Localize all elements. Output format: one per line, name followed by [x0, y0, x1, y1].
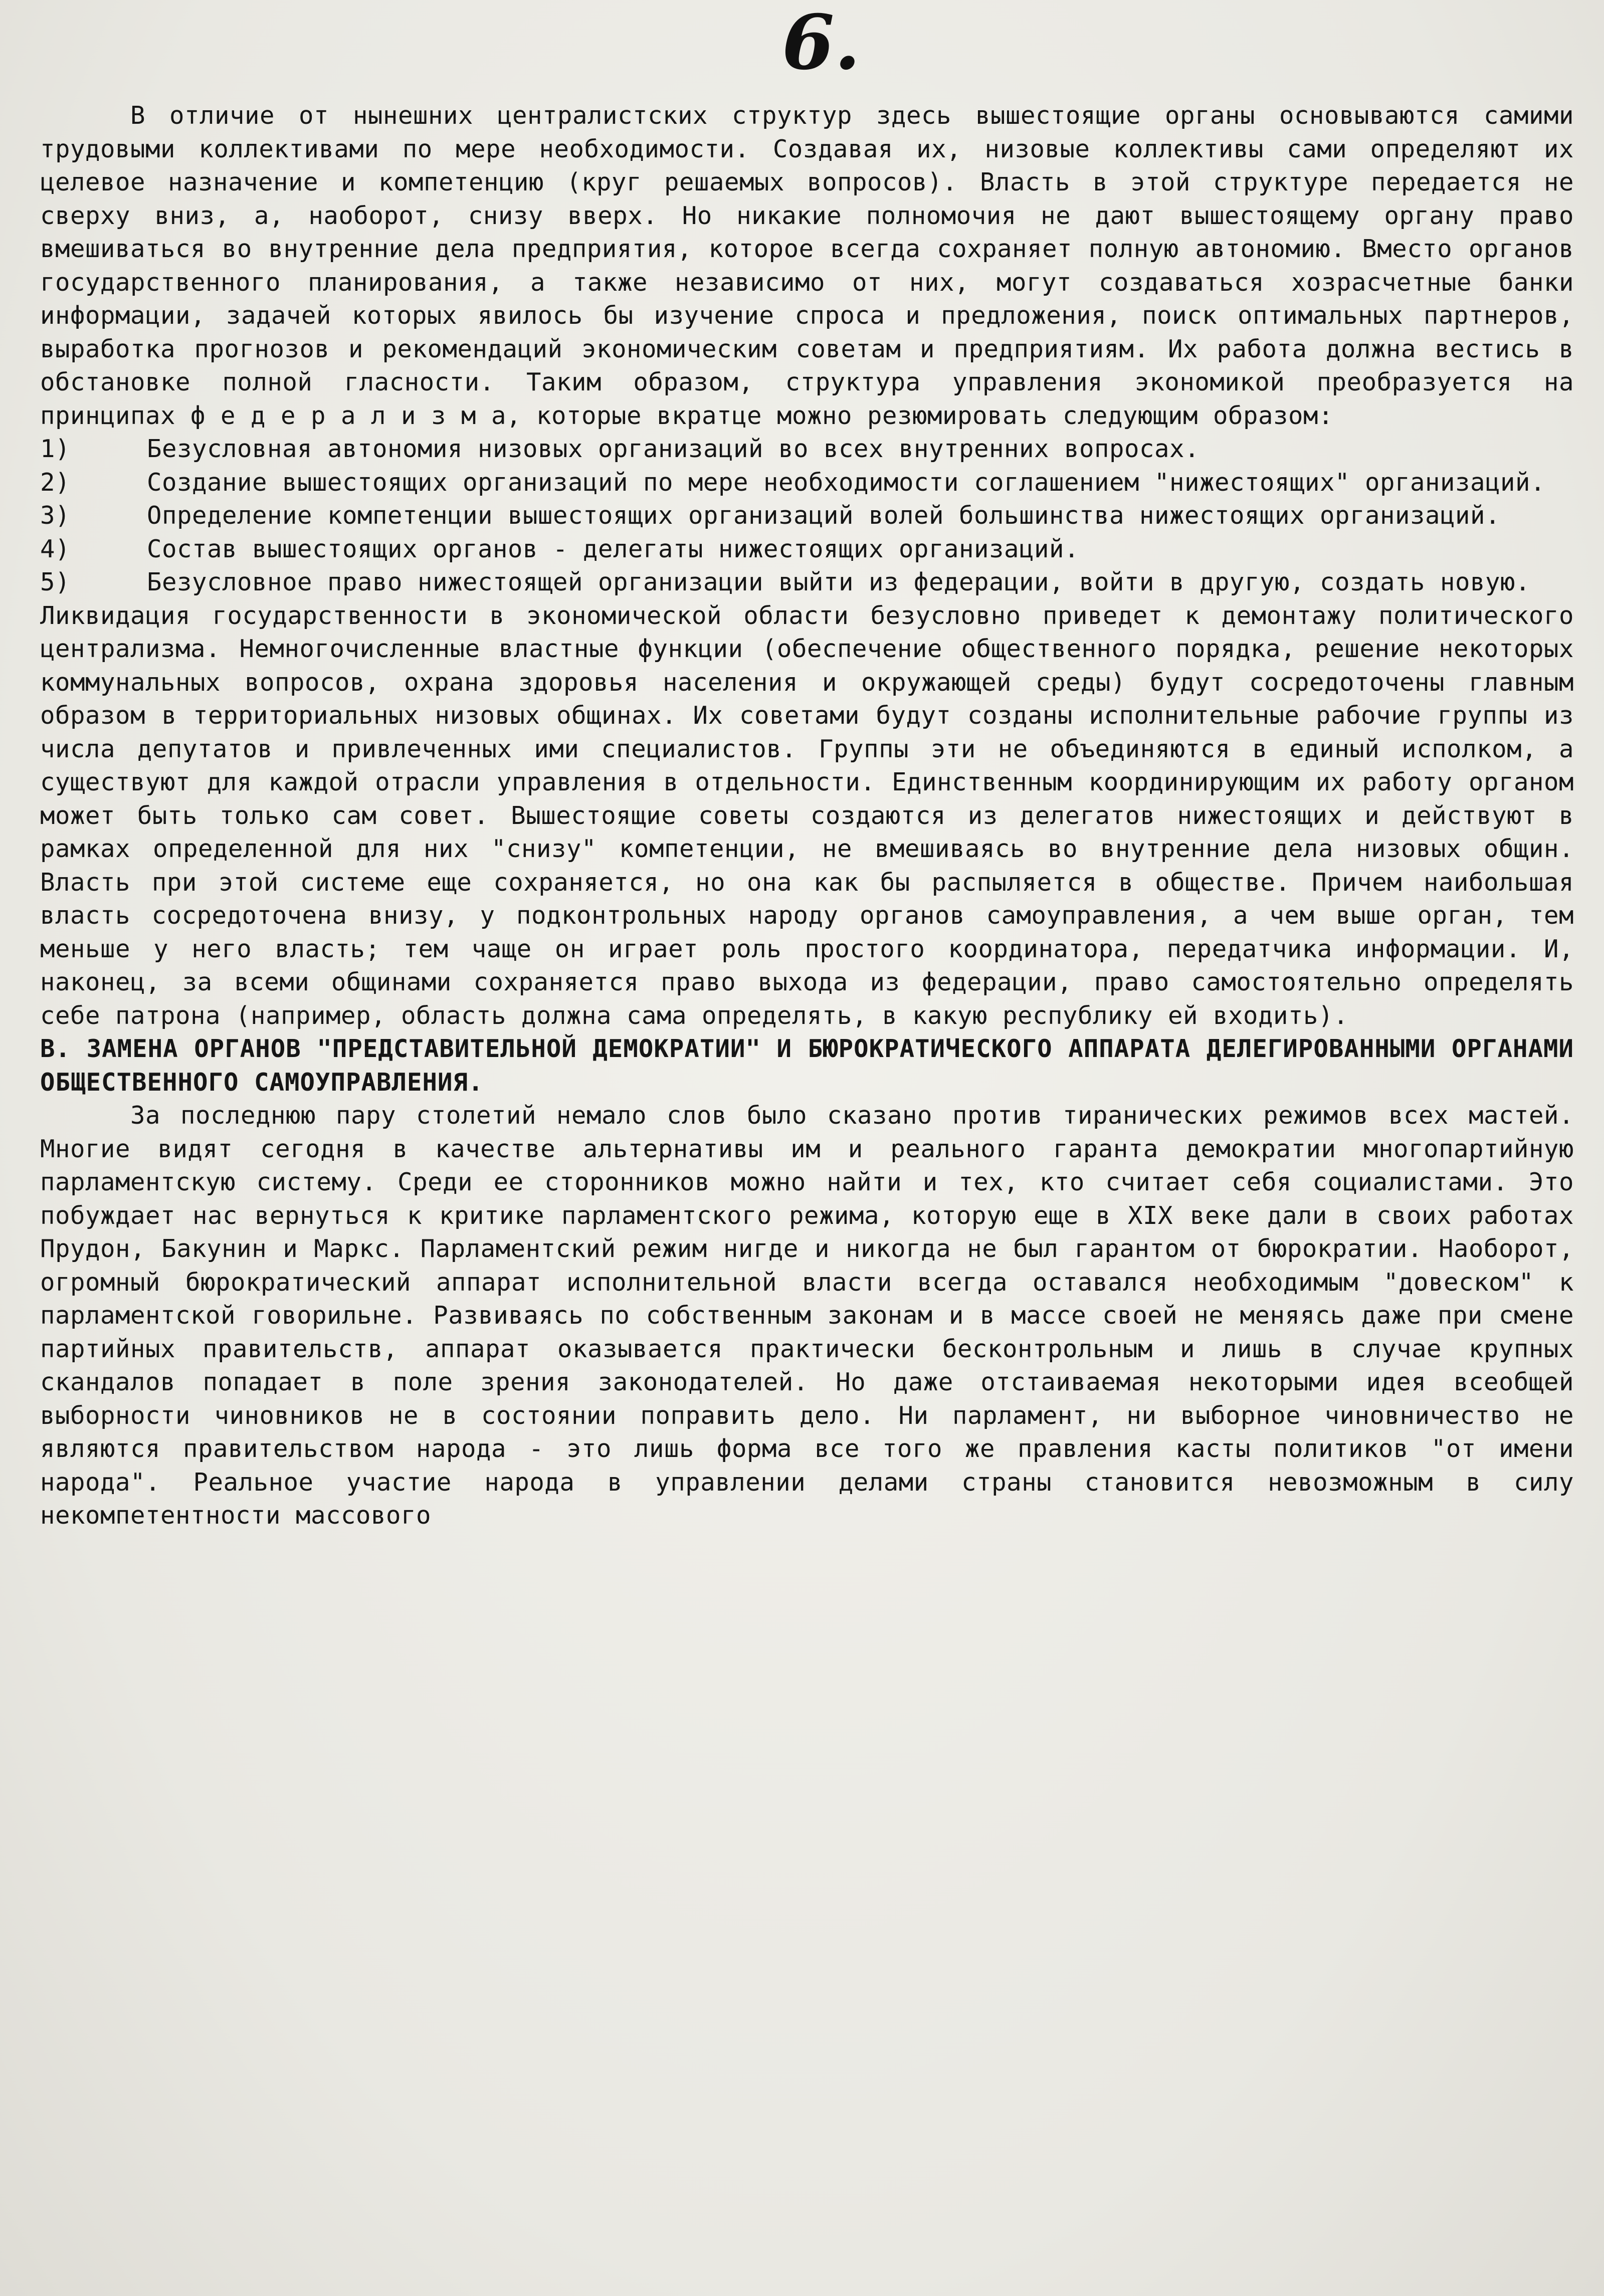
list-item-text: Безусловная автономия низовых организаций во всех внутренних вопросах. — [147, 435, 1200, 463]
list-item — [40, 499, 1574, 533]
list-item-number: 3) — [40, 501, 71, 530]
list-item — [40, 566, 1574, 599]
list-item-number: 5) — [40, 568, 71, 596]
paragraph-federalism: В отличие от нынешних централистских структур здесь вышестоящие органы основываются самими трудовыми коллективами по мере необходимости. Создавая их, низовые коллективы сами определяют их целевое назначение и компетенцию (круг решаемых вопросов). Власть в этой структуре передается не сверху вниз, а, наоборот, снизу вверх. Но никакие полномочия не дают вышестоящему органу право вмешиваться во внутренние дела предприятия, которое всегда сохраняет полную автономию. Вместо органов государственного планирования, а также независимо от них, могут создаваться хозрасчетные банки информации, задачей которых явилось бы изучение спроса и предложения, поиск оптимальных партнеров, выработка прогнозов и рекомендаций экономическим советам и предприятиям. Их работа должна вестись в обстановке полной гласности. Таким образом, структура управления экономикой преобразуется на принципах ф е д е р а л и з м а, которые вкратце можно резюмировать следующим образом: — [40, 101, 1574, 430]
list-item-number: 1) — [40, 435, 71, 463]
list-item-text: Состав вышестоящих органов - делегаты нижестоящих организаций. — [147, 534, 1080, 563]
list-item-text: Безусловное право нижестоящей организации выйти из федерации, войти в другую, создать новую. — [147, 568, 1531, 596]
list-item-number: 2) — [40, 468, 71, 497]
page-number: 6. — [782, 0, 861, 87]
federalism-principles-list — [40, 433, 1574, 599]
list-item-text: Создание вышестоящих организаций по мере необходимости соглашением "нижестоящих" организаций. — [147, 468, 1546, 497]
list-item — [40, 533, 1574, 566]
paragraph-parliament-critique: За последнюю пару столетий немало слов было сказано против тиранических режимов всех мастей. Многие видят сегодня в качестве альтернативы им и реального гаранта демократии многопартийную парламентскую систему. Среди ее сторонников можно найти и тех, кто считает себя социалистами. Это побуждает нас вернуться к критике парламентского режима, которую еще в XIX веке дали в своих работах Прудон, Бакунин и Маркс. Парламентский режим нигде и никогда не был гарантом от бюрократии. Наоборот, огромный бюрократический аппарат исполнительной власти всегда оставался необходимым "довеском" к парламентской говорильне. Развиваясь по собственным законам и в массе своей не меняясь даже при смене партийных правительств, аппарат оказывается практически бесконтрольным и лишь в случае крупных скандалов попадает в поле зрения законодателей. Но даже отстаиваемая некоторыми идея всеобщей выборности чиновников не в состоянии поправить дело. Ни парламент, ни выборное чиновничество не являются правительством народа - это лишь форма все того же правления касты политиков "от имени народа". Реальное участие народа в управлении делами страны становится невозможным в силу некомпетентности массового — [40, 1101, 1574, 1530]
section-heading-v: В. ЗАМЕНА ОРГАНОВ "ПРЕДСТАВИТЕЛЬНОЙ ДЕМОКРАТИИ" И БЮРОКРАТИЧЕСКОГО АППАРАТА ДЕЛЕГИРОВАННЫМИ ОРГАНАМИ ОБЩЕСТВЕННОГО САМОУПРАВЛЕНИЯ. — [40, 1034, 1574, 1097]
list-item — [40, 433, 1574, 466]
list-item-text: Определение компетенции вышестоящих организаций волей большинства нижестоящих организаций. — [147, 501, 1501, 530]
list-item-number: 4) — [40, 534, 71, 563]
list-item — [40, 466, 1574, 500]
document-body — [40, 99, 1574, 1533]
paragraph-decentralization: Ликвидация государственности в экономической области безусловно приведет к демонтажу политического централизма. Немногочисленные властные функции (обеспечение общественного порядка, решение некоторых коммунальных вопросов, охрана здоровья населения и окружающей среды) будут сосредоточены главным образом в территориальных низовых общинах. Их советами будут созданы исполнительные рабочие группы из числа депутатов и привлеченных ими специалистов. Группы эти не объединяются в единый исполком, а существуют для каждой отрасли управления в отдельности. Единственным координирующим их работу органом может быть только сам совет. Вышестоящие советы создаются из делегатов нижестоящих и действуют в рамках определенной для них "снизу" компетенции, не вмешиваясь во внутренние дела низовых общин. Власть при этой системе еще сохраняется, но она как бы распыляется в обществе. Причем наибольшая власть сосредоточена внизу, у подконтрольных народу органов самоуправления, а чем выше орган, тем меньше у него власть; тем чаще он играет роль простого координатора, передатчика информации. И, наконец, за всеми общинами сохраняется право выхода из федерации, право самостоятельно определять себе патрона (например, область должна сама определять, в какую республику ей входить). — [40, 601, 1574, 1030]
